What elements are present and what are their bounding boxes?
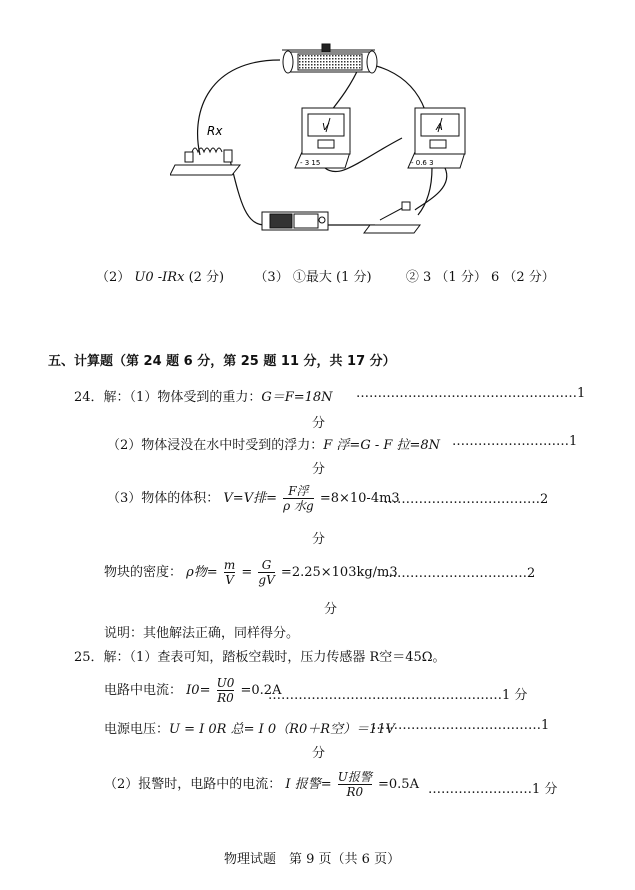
- voltmeter-letter: V: [322, 122, 329, 133]
- q24-line1: [74, 386, 333, 405]
- q25-line2-numerator: U0: [216, 676, 235, 690]
- part2-score: (2 分): [188, 270, 225, 285]
- q24-line2-dots: ………………………1: [452, 434, 578, 449]
- q25-line3: [104, 718, 395, 737]
- q24-line2: [107, 434, 440, 453]
- q25-line2-denominator: R0: [217, 691, 234, 705]
- answer-line: [96, 266, 555, 285]
- q24-line4-text: 物块的密度：: [104, 565, 183, 580]
- q25-line2-fraction: [217, 676, 235, 705]
- q25-line4-numerator: U报警: [337, 770, 372, 784]
- q24-line1-dots: ……………………………………………1: [356, 386, 586, 401]
- q25-line3-dots: …………………………………1: [372, 718, 550, 733]
- page-footer: 物理试题 第 9 页（共 6 页）: [224, 852, 401, 867]
- section5-title: 五、计算题（第 24 题 6 分，第 25 题 11 分，共 17 分）: [48, 354, 396, 369]
- rheostat: [282, 44, 377, 73]
- q24-line4-dots: ……………………………2: [384, 566, 536, 581]
- q24-line3-lhs: V=V排=: [223, 491, 277, 506]
- q24-line3-rhs: =8×10-4m3: [319, 491, 400, 506]
- q24-line4-rhs: =2.25×103kg/m3: [280, 565, 398, 580]
- q24-line4-lhs: ρ物=: [186, 565, 218, 580]
- q24-line3-wrap: 分: [312, 532, 326, 547]
- part3-answer-a: ①最大: [292, 270, 332, 285]
- q24-line3-dots: ………………………………2: [384, 492, 549, 507]
- q25-line2-dots: ………………………………………………1 分: [268, 688, 528, 703]
- q24-line1-wrap: 分: [312, 416, 326, 431]
- part2-expression: U0 -IRx: [134, 270, 185, 285]
- q24-line1-text: 24．解：（1）物体受到的重力：: [74, 390, 262, 405]
- part3-number: （3）: [254, 270, 289, 285]
- q24-line1-formula: G＝F=18N: [261, 390, 333, 405]
- q24-line4-numerator1: m: [223, 558, 236, 572]
- q25-line2: [104, 676, 281, 705]
- q25-line4-lhs: I 报警=: [285, 777, 332, 792]
- q24-line2-wrap: 分: [312, 462, 326, 477]
- rx-resistor: [170, 148, 240, 175]
- q25-line3-wrap: 分: [312, 746, 326, 761]
- ammeter-letter: A: [436, 122, 443, 133]
- q24-line3-numerator: F浮: [288, 484, 309, 498]
- q25-line4-dots: ……………………1 分: [428, 782, 558, 797]
- q24-line4-fraction1: [224, 558, 235, 587]
- q24-line2-formula: F 浮=G - F 拉=8N: [323, 438, 441, 453]
- q24-line4: [104, 558, 398, 587]
- wire-switch-ammeter: [418, 168, 432, 215]
- q25-line1: 25．解：（1）查表可知，踏板空载时，压力传感器 R空＝45Ω。: [74, 650, 446, 665]
- q25-line4-text: （2）报警时，电路中的电流：: [104, 777, 282, 792]
- q25-line4: [104, 770, 419, 799]
- q24-line3-denominator: ρ 水g: [283, 499, 314, 513]
- q25-line2-lhs: I0=: [186, 683, 211, 698]
- q24-line4-fraction2: [258, 558, 274, 587]
- q25-line3-formula: U = I 0R 总= I 0（R0＋R空）＝11V: [169, 722, 395, 737]
- q24-line4-eq: =: [241, 565, 253, 580]
- part3-answer-b-number: ②: [405, 270, 419, 285]
- q25-line4-fraction: [338, 770, 372, 799]
- q25-line4-rhs: =0.5A: [378, 777, 419, 792]
- q24-line4-denominator1: V: [225, 573, 234, 587]
- voltmeter-terminals: - 3 15: [300, 159, 321, 167]
- battery-box: [262, 212, 328, 230]
- q25-line3-text: 电源电压：: [104, 722, 170, 737]
- switch: [364, 202, 420, 233]
- q24-line3-text: （3）物体的体积：: [107, 491, 220, 506]
- part3-answer-c: 6: [490, 270, 500, 285]
- part3-score-c: （2 分）: [503, 270, 555, 285]
- wire-rheostat-rx: [198, 60, 280, 155]
- q24-note: 说明：其他解法正确，同样得分。: [104, 626, 300, 641]
- q24-line4-wrap: 分: [324, 602, 338, 617]
- ammeter-terminals: - 0.6 3: [411, 159, 434, 167]
- q25-line4-denominator: R0: [338, 784, 372, 799]
- q24-line2-text: （2）物体浸没在水中时受到的浮力：: [107, 438, 324, 453]
- wire-ammeter-switch2: [415, 168, 447, 210]
- part3-score-b: （1 分）: [435, 270, 487, 285]
- part2-number: （2）: [96, 270, 131, 285]
- rx-label: Rx: [207, 124, 223, 138]
- q24-line3-fraction: [283, 484, 314, 513]
- q25-line2-text: 电路中电流：: [104, 683, 183, 698]
- q24-line4-denominator2: gV: [258, 573, 275, 587]
- q25-line2-rhs: =0.2A: [240, 683, 282, 698]
- q24-line4-numerator2: G: [261, 558, 272, 572]
- q24-line3: [107, 484, 400, 513]
- part3-answer-b: 3: [423, 270, 432, 285]
- part3-score-a: (1 分): [336, 270, 372, 285]
- circuit-diagram: [170, 40, 480, 240]
